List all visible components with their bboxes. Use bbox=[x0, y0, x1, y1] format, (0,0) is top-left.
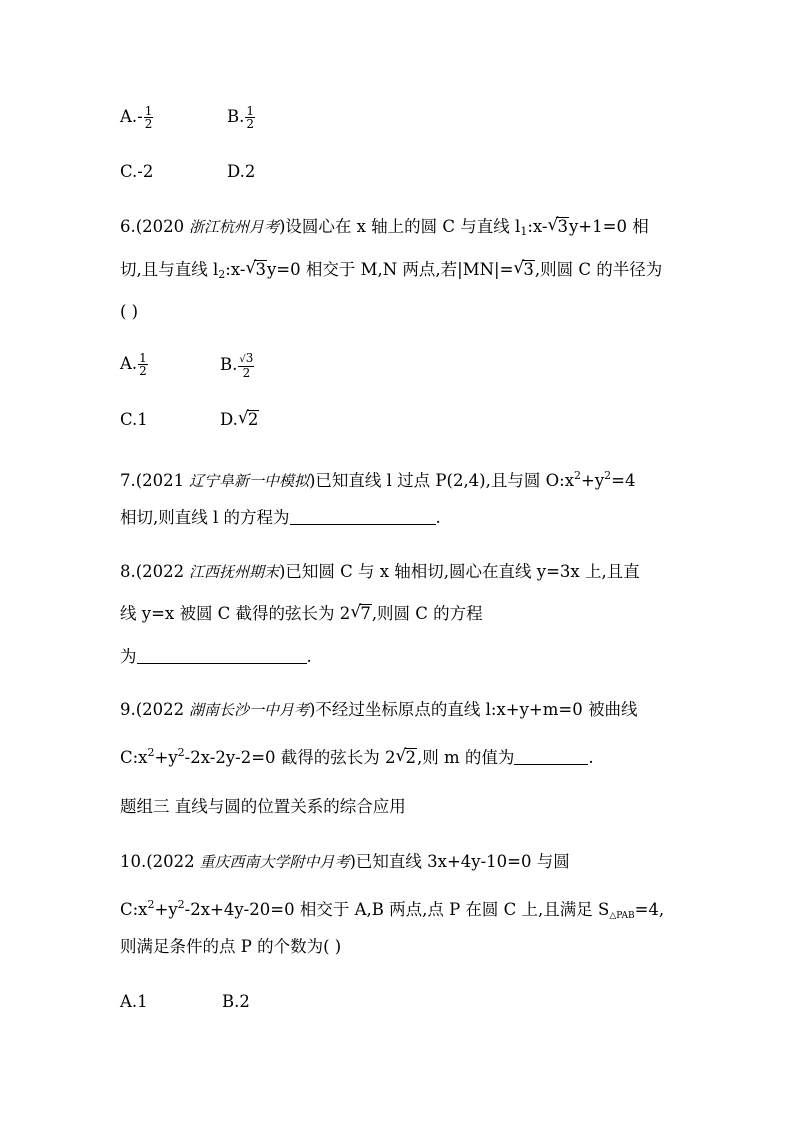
q6-options-row-1 bbox=[120, 351, 254, 380]
q5-option-c: C.-2 bbox=[120, 162, 154, 181]
q5-options-row-1 bbox=[120, 104, 255, 131]
q10-line-3: 则满足条件的点 P 的个数为( ) bbox=[120, 937, 342, 956]
q10-line-2: $C:x^2+y^2-2x+4y-20=0$ 相交于 A,B 两点,点 P 在圆 C 上,且满足 $S_{\triangle PAB}=4$, bbox=[120, 898, 665, 921]
q8-answer-blank[interactable] bbox=[137, 647, 307, 664]
q8-line-2: 线 y=x 被圆 C 截得的弦长为 2 √ 7,则圆 C 的方程 bbox=[120, 602, 483, 623]
q7-answer-blank[interactable] bbox=[290, 508, 436, 525]
q9-line-1: 9.(2022 湖南长沙一中月考)不经过坐标原点的直线 l:x+y+m=0 被曲线 bbox=[120, 700, 638, 719]
q5-option-b: B. $\frac{1}{2}$ bbox=[227, 104, 255, 131]
q6-option-c: C.1 bbox=[120, 410, 148, 429]
q6-answer-paren: ( ) bbox=[120, 302, 139, 321]
q5-option-d: D.2 bbox=[227, 162, 256, 181]
q6-line-2: 切,且与直线 $l_2:x-$ √ 3y=0 相交于 M,N 两点,若|MN|= √ 3,则圆 C 的半径为 bbox=[120, 258, 663, 281]
q8-line-3: 为 . bbox=[120, 647, 312, 666]
q5-options-row-2 bbox=[120, 160, 256, 184]
section-heading-group-3: 题组三 直线与圆的位置关系的综合应用 bbox=[120, 797, 406, 816]
q6-line-1: 6.(2020 浙江杭州月考)设圆心在 x 轴上的圆 C 与直线 $l_1:x-$ √ 3y+1=0 相 bbox=[120, 215, 649, 238]
q7-line-1: 7.(2021 辽宁阜新一中模拟)已知直线 l 过点 P(2,4),且与圆 $O:x^2+y^2=4$ bbox=[120, 469, 636, 490]
q10-options-row bbox=[120, 990, 250, 1014]
q6-options-row-2 bbox=[120, 408, 259, 432]
q6-option-b: B. $\frac{√3}{2}$ bbox=[220, 351, 254, 380]
q10-line-1: 10.(2022 重庆西南大学附中月考)已知直线 3x+4y-10=0 与圆 bbox=[120, 852, 570, 871]
q10-option-a: A.1 bbox=[120, 992, 148, 1011]
q5-option-a: A.- $\frac{1}{2}$ bbox=[120, 104, 153, 131]
q8-line-1: 8.(2022 江西抚州期末)已知圆 C 与 x 轴相切,圆心在直线 y=3x 上,且直 bbox=[120, 562, 640, 581]
q10-option-b: B.2 bbox=[222, 992, 250, 1011]
q9-answer-blank[interactable] bbox=[514, 748, 588, 765]
q6-option-a: A. $\frac{1}{2}$ bbox=[120, 351, 147, 378]
q9-line-2: $C:x^2+y^2-2x-2y-2=0$ 截得的弦长为 2 √ 2,则 m 的值为 . bbox=[120, 746, 594, 767]
q6-option-d: D. √ 2 bbox=[220, 408, 259, 429]
q7-line-2: 相切,则直线 l 的方程为 . bbox=[120, 508, 441, 527]
